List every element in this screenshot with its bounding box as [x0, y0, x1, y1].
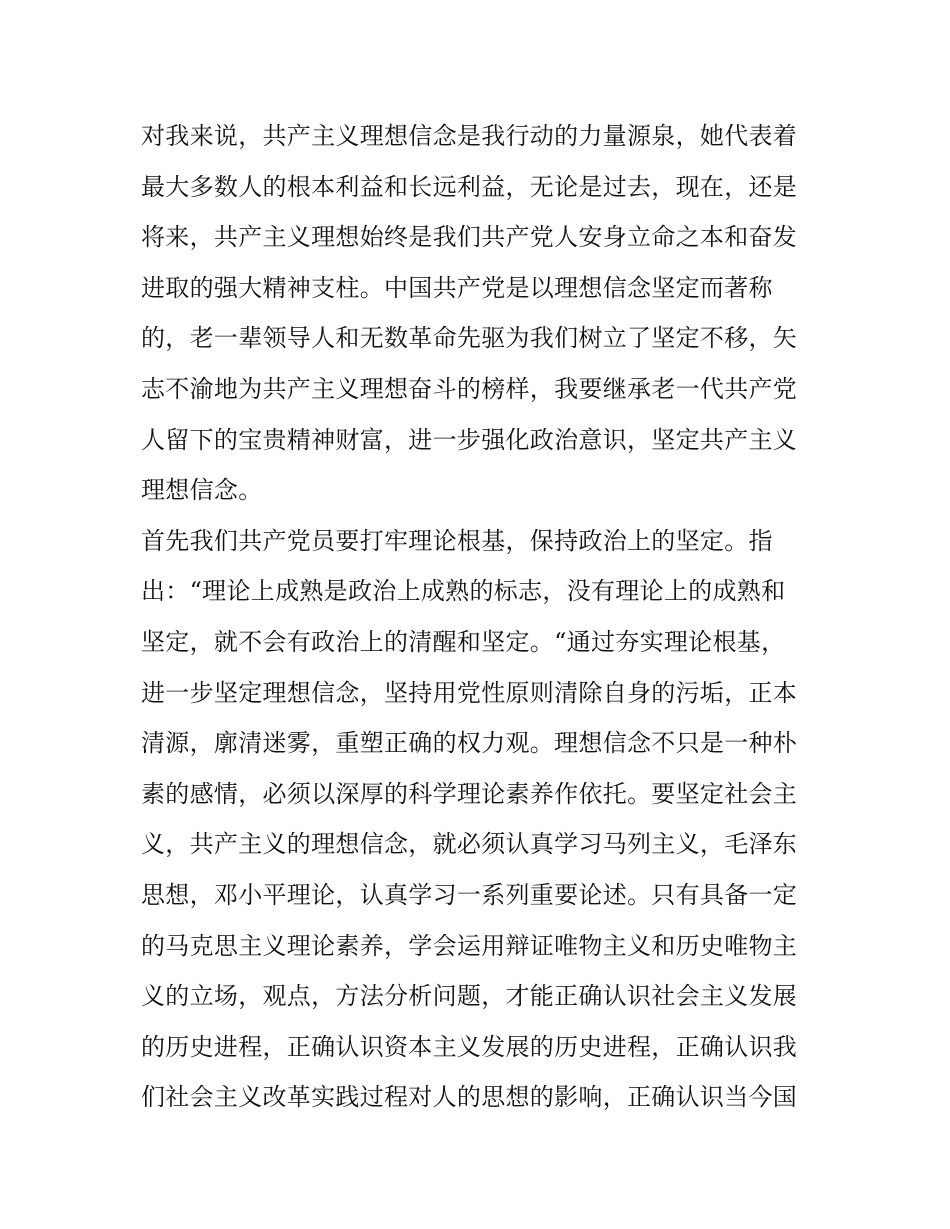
text-line: 素的感情，必须以深厚的科学理论素养作依托。要坚定社会主 [141, 779, 798, 808]
text-line: 出：“理论上成熟是政治上成熟的标志，没有理论上的成熟和 [141, 577, 786, 606]
text-line: 的历史进程，正确认识资本主义发展的历史进程，正确认识我 [141, 1032, 798, 1061]
text-line: 人留下的宝贵精神财富，进一步强化政治意识，坚定共产主义 [141, 425, 798, 454]
text-line: 的，老一辈领导人和无数革命先驱为我们树立了坚定不移，矢 [141, 324, 798, 353]
text-line: 们社会主义改革实践过程对人的思想的影响，正确认识当今国 [141, 1083, 798, 1112]
text-line: 进一步坚定理想信念，坚持用党性原则清除自身的污垢，正本 [141, 678, 798, 707]
text-line: 的马克思主义理论素养，学会运用辩证唯物主义和历史唯物主 [141, 931, 798, 960]
text-line: 将来，共产主义理想始终是我们共产党人安身立命之本和奋发 [141, 223, 798, 252]
document-body [141, 111, 821, 1123]
text-line: 思想，邓小平理论，认真学习一系列重要论述。只有具备一定 [141, 880, 798, 909]
text-line: 对我来说，共产主义理想信念是我行动的力量源泉，她代表着 [141, 122, 798, 150]
text-line: 清源，廓清迷雾，重塑正确的权力观。理想信念不只是一种朴 [141, 729, 798, 758]
text-line: 进取的强大精神支柱。中国共产党是以理想信念坚定而著称 [141, 273, 773, 302]
text-line: 志不渝地为共产主义理想奋斗的榜样，我要继承老一代共产党 [141, 374, 798, 403]
text-line: 理想信念。 [141, 476, 263, 505]
text-line: 首先我们共产党员要打牢理论根基，保持政治上的坚定。指 [141, 526, 773, 555]
text-line: 坚定，就不会有政治上的清醒和坚定。“通过夯实理论根基， [141, 627, 786, 656]
text-line: 义的立场，观点，方法分析问题，才能正确认识社会主义发展 [141, 982, 798, 1011]
text-line: 义，共产主义的理想信念，就必须认真学习马列主义，毛泽东 [141, 830, 798, 859]
text-line: 最大多数人的根本利益和长远利益，无论是过去，现在，还是 [141, 172, 798, 201]
